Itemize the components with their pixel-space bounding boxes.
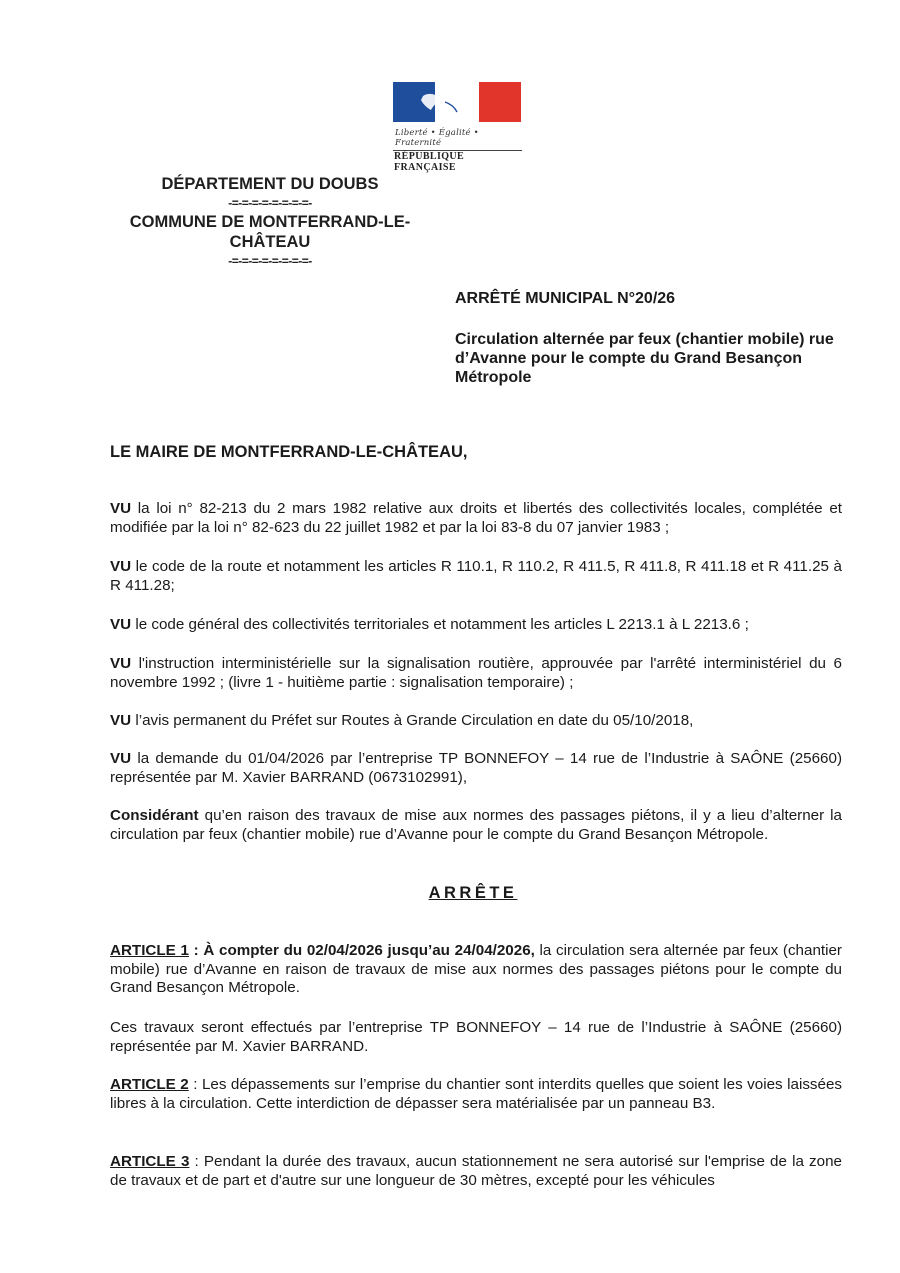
vu-label: VU <box>110 616 132 633</box>
decree-subject: Circulation alternée par feux (chantier mobile) rue d’Avanne pour le compte du Grand Besançon Métropole <box>455 331 834 386</box>
article-label: ARTICLE 3 <box>110 1153 190 1170</box>
republic-name: RÉPUBLIQUE FRANÇAISE <box>393 150 522 173</box>
considerant-text: qu’en raison des travaux de mise aux normes des passages piétons, il y a lieu d’alterner la circulation par feux (chantier mobile) rue d’Avanne pour le compte du Grand Besançon Métropole. <box>110 807 842 843</box>
article-label: ARTICLE 2 <box>110 1076 189 1093</box>
marianne-flag-icon <box>393 82 521 122</box>
vu-text: la demande du 01/04/2026 par l’entreprise TP BONNEFOY – 14 rue de l’Industrie à SAÔNE (25660) représentée par M. Xavier BARRAND (0673102991), <box>110 750 842 786</box>
separator-2: -=-=-=-=-=-=-=-=- <box>228 254 312 268</box>
article-1-contractor <box>110 1019 842 1056</box>
vu-label: VU <box>110 655 132 672</box>
article-text: la circulation sera alternée par feux (chantier mobile) rue d’Avanne en raison de travaux de mise aux normes des passages piétons pour le compte du Grand Besançon Métropole. <box>110 942 842 996</box>
article-2 <box>110 1076 842 1113</box>
article-text: : Pendant la durée des travaux, aucun stationnement ne sera autorisé sur l'emprise de la zone de travaux et de part et d'autre sur une longueur de 30 mètres, excepté pour les véhicules <box>110 1153 842 1189</box>
considerant-label: Considérant <box>110 807 199 824</box>
vu-paragraph <box>110 500 842 537</box>
vu-paragraph <box>110 712 842 731</box>
vu-paragraph <box>110 558 842 595</box>
mayor-heading: LE MAIRE DE MONTFERRAND-LE-CHÂTEAU, <box>110 443 468 461</box>
vu-label: VU <box>110 500 132 517</box>
vu-text: l’avis permanent du Préfet sur Routes à Grande Circulation en date du 05/10/2018, <box>131 712 694 729</box>
vu-label: VU <box>110 712 132 729</box>
article-text: : Les dépassements sur l’emprise du chantier sont interdits quelles que soient les voies laissées libres à la circulation. Cette interdiction de dépasser sera matérialisée par un panneau B3. <box>110 1076 842 1112</box>
motto: Liberté • Égalité • Fraternité <box>395 128 479 148</box>
commune-line-2: CHÂTEAU <box>229 233 311 251</box>
article-label: ARTICLE 1 <box>110 942 189 959</box>
article-bold-text: : À compter du 02/04/2026 jusqu’au 24/04/2026, <box>188 942 535 959</box>
article-1 <box>110 942 842 998</box>
considerant-paragraph <box>110 807 842 844</box>
republic-logo <box>393 82 523 173</box>
article-3 <box>110 1153 842 1190</box>
vu-paragraph <box>110 750 842 787</box>
vu-label: VU <box>110 558 132 575</box>
commune-line-1: COMMUNE DE MONTFERRAND-LE- <box>129 213 411 231</box>
decree-number: ARRÊTÉ MUNICIPAL N°20/26 <box>455 290 676 307</box>
marianne-profile-icon <box>393 82 521 122</box>
vu-paragraph <box>110 616 842 635</box>
article-text: Ces travaux seront effectués par l’entreprise TP BONNEFOY – 14 rue de l’Industrie à SAÔNE (25660) représentée par M. Xavier BARRAND. <box>110 1019 842 1055</box>
vu-paragraph <box>110 655 842 692</box>
vu-text: l'instruction interministérielle sur la signalisation routière, approuvée par l'arrêté interministériel du 6 novembre 1992 ; (livre 1 - huitième partie : signalisation temporaire) ; <box>110 655 842 691</box>
vu-text: la loi n° 82-213 du 2 mars 1982 relative aux droits et libertés des collectivités locales, complétée et modifiée par la loi n° 82-623 du 22 juillet 1982 et par la loi 83-8 du 07 janvier 1983 ; <box>110 500 842 536</box>
separator-1: -=-=-=-=-=-=-=-=- <box>228 196 312 210</box>
department-name: DÉPARTEMENT DU DOUBS <box>161 175 379 193</box>
vu-text: le code général des collectivités territoriales et notamment les articles L 2213.1 à L 2213.6 ; <box>131 616 749 633</box>
vu-text: le code de la route et notamment les articles R 110.1, R 110.2, R 411.5, R 411.8, R 411.18 et R 411.25 à R 411.28; <box>110 558 842 594</box>
vu-label: VU <box>110 750 132 767</box>
arrete-title: ARRÊTE <box>428 884 518 902</box>
